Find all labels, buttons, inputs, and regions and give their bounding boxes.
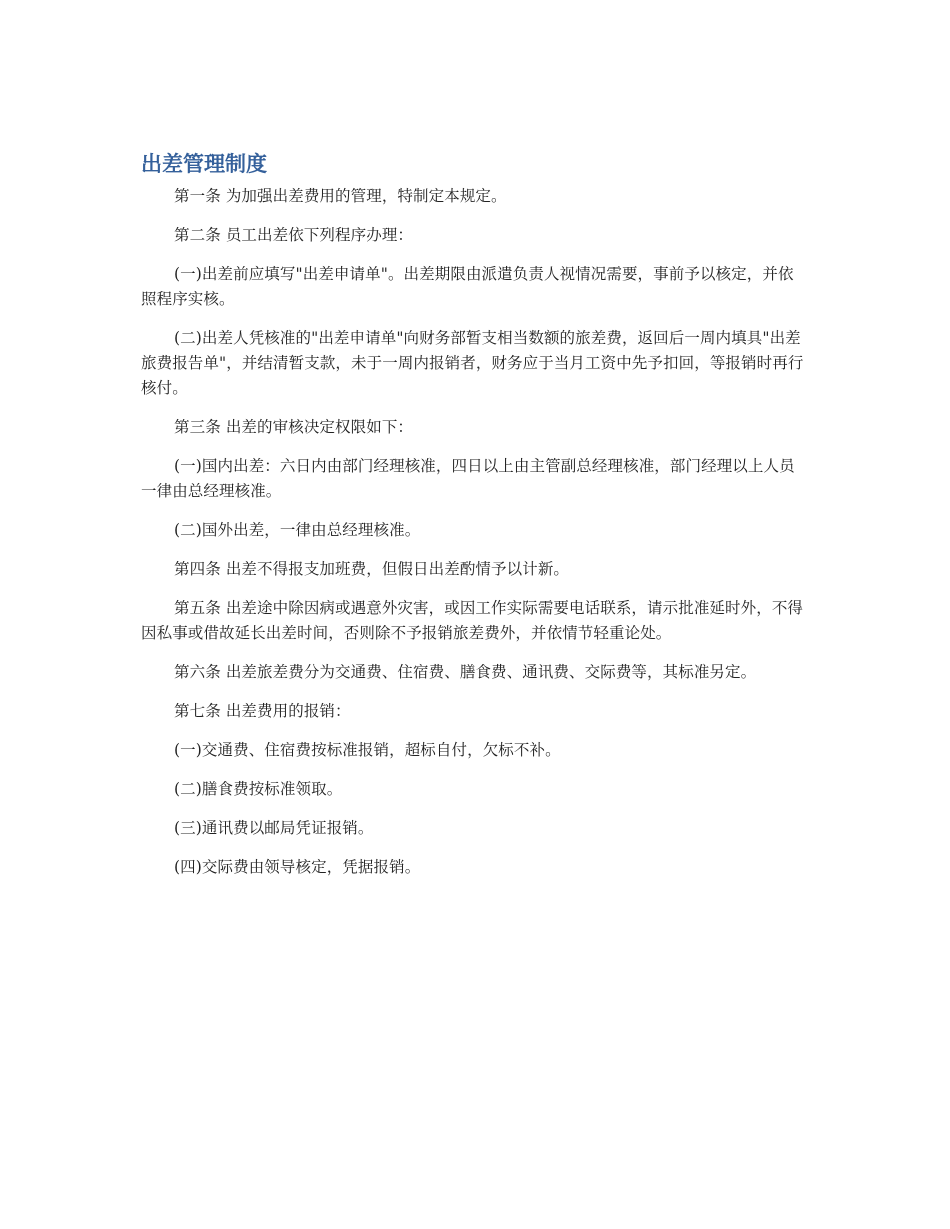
article-5: 第五条 出差途中除因病或遇意外灾害，或因工作实际需要电话联系，请示批准延时外，不得因私事或借故延长出差时间，否则除不予报销旅差费外，并依情节轻重论处。 xyxy=(141,599,804,642)
article-1: 第一条 为加强出差费用的管理，特制定本规定。 xyxy=(174,187,507,205)
article-7: 第七条 出差费用的报销： xyxy=(174,702,351,720)
article-3-item-1: (一)国内出差：六日内由部门经理核准，四日以上由主管副总经理核准，部门经理以上人员一律由总经理核准。 xyxy=(141,457,795,500)
article-7-item-1: (一)交通费、住宿费按标准报销，超标自付，欠标不补。 xyxy=(174,741,561,759)
article-7-item-4: (四)交际费由领导核定，凭据报销。 xyxy=(174,858,421,876)
article-2-item-2: (二)出差人凭核准的"出差申请单"向财务部暂支相当数额的旅差费，返回后一周内填具"出差旅费报告单"，并结清暂支款，未于一周内报销者，财务应于当月工资中先予扣回，等报销时再行核付。 xyxy=(141,329,804,397)
article-6: 第六条 出差旅差费分为交通费、住宿费、膳食费、通讯费、交际费等，其标准另定。 xyxy=(174,663,757,681)
article-2: 第二条 员工出差依下列程序办理： xyxy=(174,226,414,244)
article-3-item-2: (二)国外出差，一律由总经理核准。 xyxy=(174,521,421,539)
article-2-item-1: (一)出差前应填写"出差申请单"。出差期限由派遣负责人视情况需要，事前予以核定，并依照程序实核。 xyxy=(141,265,794,308)
article-4: 第四条 出差不得报支加班费，但假日出差酌情予以计新。 xyxy=(174,560,570,578)
article-3: 第三条 出差的审核决定权限如下： xyxy=(174,418,414,436)
document-page xyxy=(141,148,809,894)
document-title: 出差管理制度 xyxy=(141,152,267,176)
article-7-item-2: (二)膳食费按标准领取。 xyxy=(174,780,343,798)
article-7-item-3: (三)通讯费以邮局凭证报销。 xyxy=(174,819,374,837)
